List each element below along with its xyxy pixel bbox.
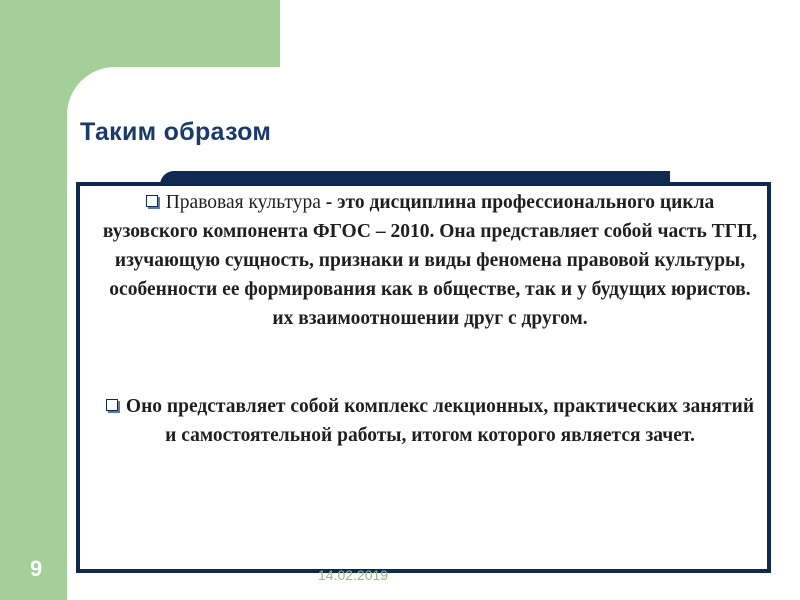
bullet-text: - это дисциплина профессионального цикла вузовского компонента ФГОС – 2010. Она представляет собой часть ТГП, изучающую сущность, признаки и виды феномена правовой культуры, особенности ее формирования как в обществе, так и у будущих юристов. их взаимоотношении друг с другом. — [102, 192, 758, 329]
bullet-paragraph-1 — [100, 188, 760, 333]
bullet-paragraph-2 — [100, 392, 760, 450]
bullet-lead: Правовая культура — [165, 192, 321, 213]
checkbox-square-icon — [106, 399, 118, 411]
slide-number: 9 — [30, 556, 43, 581]
checkbox-square-icon — [146, 195, 158, 207]
slide-title: Таким образом — [80, 118, 272, 146]
green-decor-left — [0, 0, 67, 600]
bullet-text: Оно представляет собой комплекс лекционных, практических занятий и самостоятельной работы, итогом которого является зачет. — [125, 396, 755, 446]
slide-date: 14.02.2019 — [318, 567, 389, 583]
